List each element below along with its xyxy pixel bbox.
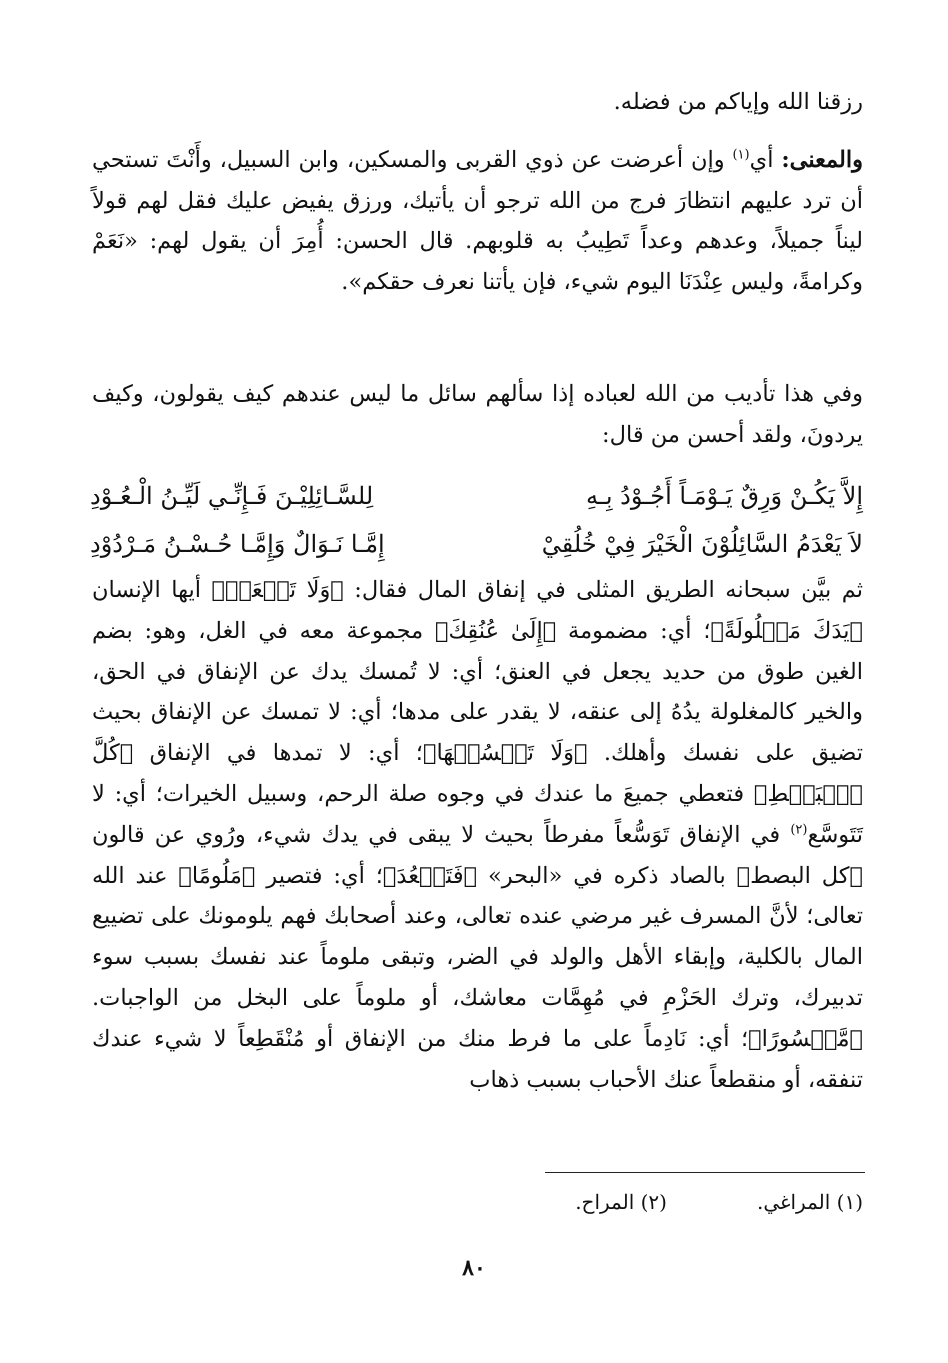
verse-1-second-hemistich: لِلسَّـائِلِيْـنَ فَـإِنِّـي لَيِّـنُ الْـعُـوْدِ: [90, 482, 374, 510]
paragraph-etiquette-text: وفي هذا تأديب من الله لعباده إذا سألهم سائل ما ليس عندهم كيف يقولون، وكيف يردونَ، ولقد أحسن من قال:: [92, 381, 863, 448]
footnote-divider: [545, 1172, 865, 1173]
footnote-2: (٢) المراح.: [575, 1190, 667, 1214]
meaning-lead: والمعنى:: [781, 147, 864, 173]
paragraph-meaning: [92, 140, 863, 302]
meaning-text-a: أي: [749, 147, 782, 173]
spending-text-a: ثم بيَّن سبحانه الطريق المثلى في إنفاق المال فقال: ﴿وَلَا تَجۡعَلۡ﴾ أيها الإنسان ﴿يَدَكَ مَغۡلُولَةً﴾؛ أي: مضمومة ﴿إِلَىٰ عُنُقِكَ﴾ مجموعة معه في الغل، وهو: بضم الغين طوق من حديد يجعل في العنق؛ أي: لا تُمسك يدك عن الإنفاق في الحق، والخير كالمغلولة يدُهُ إلى عنقه، لا يقدر على مدها؛ أي: لا تمسك عن الإنفاق بحيث تضيق على نفسك وأهلك. ﴿وَلَا تَبۡسُطۡهَا﴾؛ أي: لا تمدها في الإنفاق ﴿كُلَّ ٱلۡبَسۡطِ﴾ فتعطي جميعَ ما عندك في وجوه صلة الرحم، وسبيل الخيرات؛ أي: لا تَتَوسَّع: [92, 577, 863, 848]
footnote-ref-1[interactable]: (١): [732, 147, 750, 163]
footnotes: [575, 1190, 863, 1214]
paragraph-etiquette: [92, 374, 863, 455]
meaning-text-b: وإن أعرضت عن ذوي القربى والمسكين، وابن السبيل، وأَنْتَ تستحي أن ترد عليهم انتظارَ فرج من الله ترجو أن يأتيك، ورزق يفيض عليك فقل لهم قولاً ليناً جميلاً، وعدهم وعداً تَطِيبُ به قلوبهم. قال الحسن: أُمِرَ أن يقول لهم: «نَعَمْ وكرامةً، وليس عِنْدَنَا اليوم شيء، فإن يأتنا نعرف حقكم».: [92, 147, 863, 295]
page-number: ٨٠: [462, 1255, 486, 1281]
poem-verse-2: [90, 522, 863, 566]
paragraph-spending: [92, 570, 863, 1100]
verse-2-first-hemistich: لاَ يَعْدَمُ السَّائِلُوْنَ الْخَيْرَ فِيْ خُلُقِيْ: [541, 530, 863, 558]
poem-verse-1: [90, 474, 863, 518]
verse-1-first-hemistich: إِلاَّ يَكُـنْ وَرِقٌ يَـوْمَـاً أَجُـوْدُ بِـهِ: [585, 482, 863, 510]
footnote-ref-2[interactable]: (٢): [790, 822, 808, 838]
paragraph-intro-text: رزقنا الله وإياكم من فضله.: [613, 89, 863, 115]
paragraph-intro: [92, 82, 863, 123]
footnote-1: (١) المراغي.: [756, 1190, 863, 1214]
verse-2-second-hemistich: إِمَّـا نَـوَالٌ وَإِمَّـا حُـسْـنُ مَـرْدُوْدِ: [90, 530, 385, 558]
spending-text-b: في الإنفاق تَوَسُّعاً مفرطاً بحيث لا يبقى في يدك شيء، ورُوي عن قالون ﴿كل البصط﴾ بالصاد ذكره في «البحر» ﴿فَتَقۡعُدَ﴾؛ أي: فتصير ﴿مَلُومًا﴾ عند الله تعالى؛ لأنَّ المسرف غير مرضي عنده تعالى، وعند أصحابك فهم يلومونك على تضييع المال بالكلية، وإبقاء الأهل والولد في الضر، وتبقى ملوماً عند نفسك بسبب سوء تدبيرك، وترك الحَزْمِ في مُهِمَّات معاشك، أو ملوماً على البخل من الواجبات. ﴿مَّحۡسُورًا﴾؛ أي: نَادِماً على ما فرط منك من الإنفاق أو مُنْقَطِعاً لا شيء عندك تنفقه، أو منقطعاً عنك الأحباب بسبب ذهاب: [92, 821, 863, 1093]
